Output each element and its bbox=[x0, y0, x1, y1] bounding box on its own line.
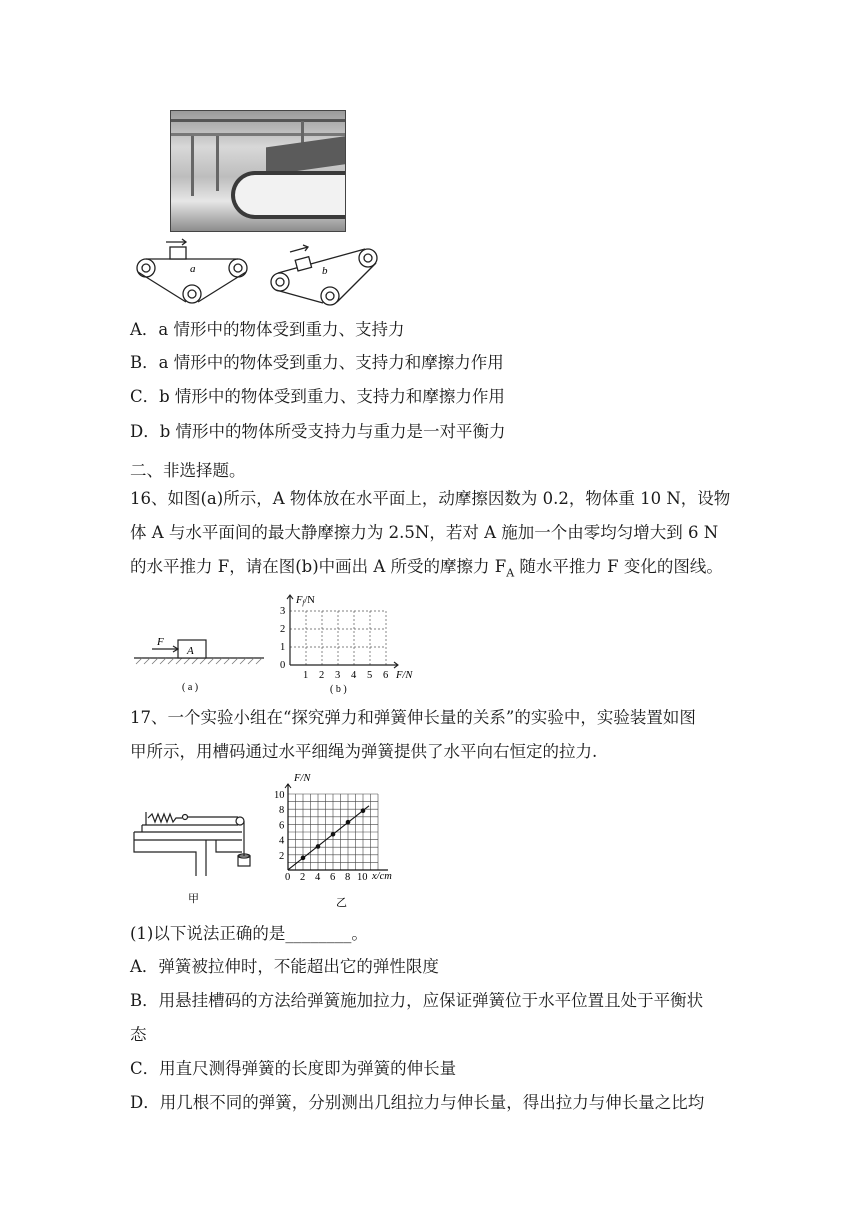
q17-line-1: 17、一个实验小组在“探究弹力和弹簧伸长量的关系”的实验中，实验装置如图 bbox=[130, 708, 696, 727]
q15-option-b: B．a 情形中的物体受到重力、支持力和摩擦力作用 bbox=[130, 353, 504, 372]
yi-data-point bbox=[331, 832, 336, 837]
q16-line-3: 的水平推力 F，请在图(b)中画出 A 所受的摩擦力 $F_A$ 随水平推力 F 变化的图线。 bbox=[130, 557, 723, 580]
yi-fit-line bbox=[288, 806, 369, 870]
jia-caption: 甲 bbox=[188, 893, 199, 905]
fb-ylabel: F bbox=[296, 595, 303, 606]
yi-ylabel: F/N bbox=[294, 773, 311, 784]
q15-option-d: D．b 情形中的物体所受支持力与重力是一对平衡力 bbox=[130, 422, 506, 441]
fb-xtick-1: 1 bbox=[303, 670, 309, 681]
q17-option-c: C．用直尺测得弹簧的长度即为弹簧的伸长量 bbox=[130, 1059, 457, 1078]
yi-xtick: 4 bbox=[315, 872, 321, 883]
fb-ylabel-unit: /N bbox=[304, 595, 315, 606]
fb-xtick-2: 2 bbox=[319, 670, 325, 681]
yi-xtick: 6 bbox=[330, 872, 336, 883]
yi-data-point bbox=[361, 808, 366, 813]
caption-b: ( b ) bbox=[330, 684, 347, 695]
q17-sub1: (1)以下说法正确的是________。 bbox=[130, 924, 368, 943]
yi-data-point bbox=[346, 820, 351, 825]
label-a: a bbox=[190, 263, 196, 275]
q16-line-1: 16、如图(a)所示，A 物体放在水平面上，动摩擦因数为 0.2，物体重 10 N，设物 bbox=[130, 489, 731, 508]
q17-figure-jia bbox=[130, 800, 270, 910]
yi-ytick: 10 bbox=[274, 790, 285, 801]
yi-data-point bbox=[316, 844, 321, 849]
fb-origin: 0 bbox=[280, 660, 286, 671]
fb-ylabel-sub: f bbox=[302, 599, 305, 607]
fb-xtick-6: 6 bbox=[383, 670, 389, 681]
caption-a: ( a ) bbox=[182, 682, 199, 693]
svg-text:Ff/N bbox=[295, 595, 315, 607]
yi-xtick: 2 bbox=[300, 872, 306, 883]
yi-xlabel: x/cm bbox=[372, 871, 392, 882]
yi-ytick: 4 bbox=[279, 835, 285, 847]
force-label: F bbox=[157, 636, 164, 648]
q17-line-2: 甲所示，用槽码通过水平细绳为弹簧提供了水平向右恒定的拉力. bbox=[130, 742, 598, 761]
yi-data-point bbox=[301, 856, 306, 861]
q15-option-a: A．a 情形中的物体受到重力、支持力 bbox=[130, 320, 405, 339]
q17-option-a: A．弹簧被拉伸时，不能超出它的弹性限度 bbox=[130, 957, 439, 976]
yi-marks bbox=[288, 806, 369, 870]
fb-xtick-5: 5 bbox=[367, 670, 373, 681]
q15-option-c: C．b 情形中的物体受到重力、支持力和摩擦力作用 bbox=[130, 387, 505, 406]
q17-option-d: D．用几根不同的弹簧，分别测出几组拉力与伸长量，得出拉力与伸长量之比均 bbox=[130, 1093, 705, 1112]
yi-axes bbox=[285, 784, 388, 870]
q16-figure-a bbox=[130, 630, 270, 695]
fb-xtick-4: 4 bbox=[351, 670, 357, 681]
q16-figure-b bbox=[268, 592, 428, 697]
fb-ytick-1: 1 bbox=[280, 642, 286, 653]
conveyor-photo bbox=[170, 110, 346, 232]
fb-ytick-2: 2 bbox=[280, 624, 286, 635]
fb-ytick-3: 3 bbox=[280, 606, 286, 617]
fb-xtick-3: 3 bbox=[335, 670, 341, 681]
yi-xtick: 8 bbox=[345, 872, 351, 883]
block-label: A bbox=[187, 645, 194, 657]
yi-ytick: 8 bbox=[279, 805, 285, 817]
q17-option-b-line1: B．用悬挂槽码的方法给弹簧施加拉力，应保证弹簧位于水平位置且处于平衡状 bbox=[130, 991, 704, 1010]
yi-caption: 乙 bbox=[336, 897, 347, 909]
section-title: 二、非选择题。 bbox=[130, 461, 246, 480]
fb-xlabel: F/N bbox=[396, 670, 413, 681]
yi-xtick: 10 bbox=[357, 872, 368, 883]
label-b: b bbox=[322, 265, 328, 277]
conveyor-diagrams bbox=[130, 238, 390, 308]
yi-xtick: 0 bbox=[285, 872, 291, 883]
yi-ytick: 2 bbox=[279, 850, 285, 862]
q17-option-b-line2: 态 bbox=[130, 1025, 147, 1044]
q17-chart-yi bbox=[270, 770, 420, 910]
yi-ytick: 6 bbox=[279, 820, 285, 832]
q16-line-2: 体 A 与水平面间的最大静摩擦力为 2.5N，若对 A 施加一个由零均匀增大到 6 N bbox=[130, 523, 719, 542]
